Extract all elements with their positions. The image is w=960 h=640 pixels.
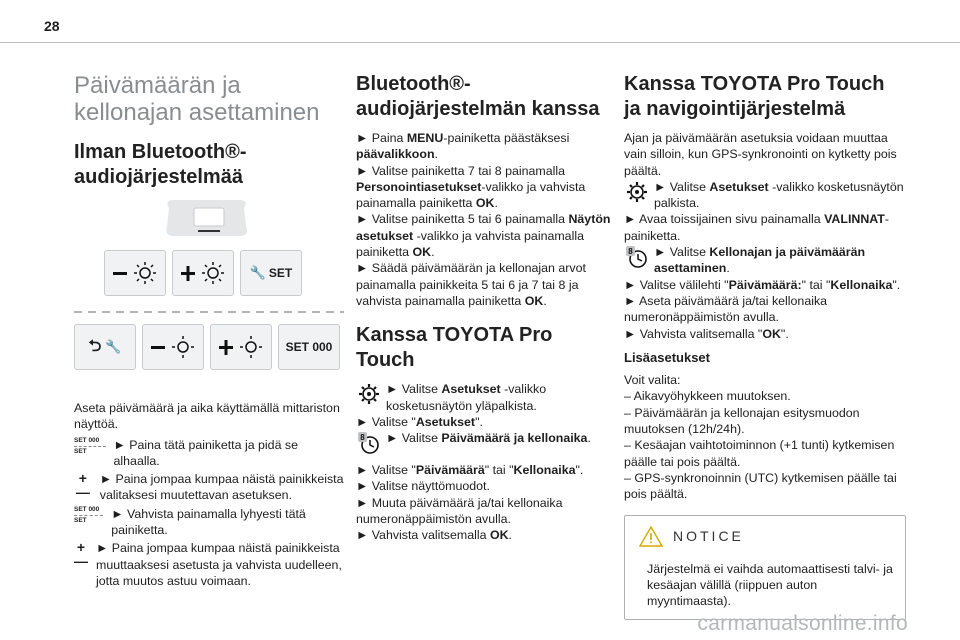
pt-step-7: ► Vahvista valitsemalla OK.: [356, 528, 512, 543]
minus-brightness-icon-2: [149, 335, 197, 359]
gear-icon: [356, 381, 382, 407]
notice-header: [639, 526, 893, 547]
extra-option-4: – GPS-synkronoinnin (UTC) kytkemisen päälle tai pois päältä.: [624, 470, 897, 502]
set-000-icon-2: SET 000 SET: [74, 506, 103, 525]
nav-intro: Ajan ja päivämäärän asetuksia voidaan muuttaa vain silloin, kun GPS-synkronointi on kytketty pois päältä.: [624, 131, 897, 178]
intro-text: Aseta päivämäärä ja aika käyttämällä mittariston näyttöä.: [74, 401, 340, 432]
column-2: [356, 72, 616, 544]
warning-icon: [639, 526, 663, 547]
extra-intro: Voit valita:: [624, 373, 681, 388]
notice-text: Järjestelmä ei vaihda automaattisesti talvi- ja kesäajan välillä (riippuen auton myyntimaasta).: [647, 561, 893, 609]
step-2: + — ► Paina jompaa kumpaa näistä painikkeista valitaksesi muutettavan asetuksen.: [75, 470, 344, 503]
dashed-separator: [74, 308, 344, 316]
wrench-icon: 🔧: [249, 264, 266, 280]
pt-step-5: ► Valitse näyttömuodot.: [356, 479, 490, 494]
notice-title: NOTICE: [673, 527, 744, 544]
extra-option-2: – Päivämäärän ja kellonajan esitysmuodon muutoksen (12h/24h).: [624, 405, 860, 437]
step-1: SET 000 SET ► Paina tätä painiketta ja pidä se alhaalla.: [74, 436, 298, 468]
pt-step-3: 8 ► Valitse Päivämäärä ja kellonaika.: [356, 430, 616, 456]
nav-step-3: 8 ► Valitse Kellonajan ja päivämäärän asettaminen.: [624, 244, 906, 277]
plus-brightness-icon-2: [217, 335, 265, 359]
notice-box: [624, 515, 906, 621]
plus-minus-icon: + —: [75, 470, 90, 501]
heading-with-bluetooth: Bluetooth®- audiojärjestelmän kanssa: [356, 73, 600, 120]
bt-step-2: ► Valitse painiketta 7 tai 8 painamalla Personointiasetukset-valikko ja vahvista painamalla painiketta OK.: [356, 163, 586, 211]
page-number: 28: [44, 18, 60, 34]
clock-8-icon-2: [624, 244, 650, 270]
step-4: + — ► Paina jompaa kumpaa näistä painikkeista muuttaaksesi asetusta ja vahvista uudelleen, jotta muutos astuu voimaan.: [74, 539, 342, 588]
nav-step-4: ► Valitse välilehti "Päivämäärä:" tai "Kellonaika".: [624, 277, 901, 292]
wrench-icon-2: 🔧: [105, 338, 122, 354]
plus-brightness-icon: [179, 261, 227, 285]
nav-step-5: ► Aseta päivämäärä ja/tai kellonaika numeronäppäimistön avulla.: [624, 293, 828, 325]
bt-step-4: ► Säädä päivämäärän ja kellonajan arvot painamalla painikkeita 5 tai 6 ja 7 tai 8 ja vahvista painamalla painiketta OK.: [356, 261, 586, 308]
plus-brightness-button-2: [210, 324, 272, 370]
additional-settings-heading: Lisäasetukset: [624, 349, 710, 365]
plus-brightness-button: [172, 250, 234, 296]
column-1: [74, 72, 344, 589]
heading-pro-touch-nav: Kanssa TOYOTA Pro Touch ja navigointijärjestelmä: [624, 73, 885, 120]
svg-text:8: 8: [628, 247, 633, 257]
pt-step-1: ► Valitse Asetukset -valikko kosketusnäytön yläpalkista.: [356, 381, 616, 414]
screen-icon: [74, 198, 344, 242]
plus-minus-icon-2: + —: [74, 539, 88, 570]
nav-step-2: ► Avaa toissijainen sivu painamalla VALINNAT-painiketta.: [624, 212, 890, 243]
control-panel-illustration: [74, 198, 344, 398]
heading-pro-touch: Kanssa TOYOTA Pro Touch: [356, 324, 553, 372]
nav-step-1: ► Valitse Asetukset -valikko kosketusnäytön palkista.: [624, 179, 906, 212]
back-arrow-icon: ⮌: [88, 337, 102, 355]
set-000-button: SET 000: [278, 324, 340, 370]
minus-brightness-icon: [111, 261, 159, 285]
minus-brightness-button: [104, 250, 166, 296]
column-3: [624, 72, 906, 620]
wrench-set-button: 🔧 SET: [240, 250, 302, 296]
minus-brightness-button-2: [142, 324, 204, 370]
pt-step-2: ► Valitse "Asetukset".: [356, 414, 483, 429]
extra-option-3: – Kesäajan vaihtotoiminnon (+1 tunti) kytkemisen päälle tai pois päältä.: [624, 438, 895, 469]
step-3: SET 000 SET ► Vahvista painamalla lyhyesti tätä painiketta.: [74, 505, 306, 538]
extra-option-1: – Aikavyöhykkeen muutoksen.: [624, 389, 791, 404]
watermark: carmanualsonline.info: [697, 612, 908, 635]
back-wrench-button: [74, 324, 136, 370]
bt-step-1: ► Paina MENU-painiketta päästäksesi päävalikkoon.: [356, 131, 570, 162]
nav-step-6: ► Vahvista valitsemalla "OK".: [624, 326, 789, 341]
gear-icon-2: [624, 179, 650, 205]
heading-without-bluetooth: Ilman Bluetooth®- audiojärjestelmää: [74, 141, 247, 188]
clock-8-icon: [356, 430, 382, 456]
set-000-icon: SET 000 SET: [74, 437, 106, 456]
bt-step-3: ► Valitse painiketta 5 tai 6 painamalla Näytön asetukset -valikko ja vahvista painamalla painiketta OK.: [356, 212, 611, 260]
top-divider: [0, 42, 960, 43]
pt-step-4: ► Valitse "Päivämäärä" tai "Kellonaika".: [356, 463, 584, 478]
svg-text:8: 8: [360, 433, 365, 443]
pt-step-6: ► Muuta päivämäärä ja/tai kellonaika numeronäppäimistön avulla.: [356, 495, 563, 527]
section-title: Päivämäärän ja kellonajan asettaminen: [74, 72, 320, 126]
